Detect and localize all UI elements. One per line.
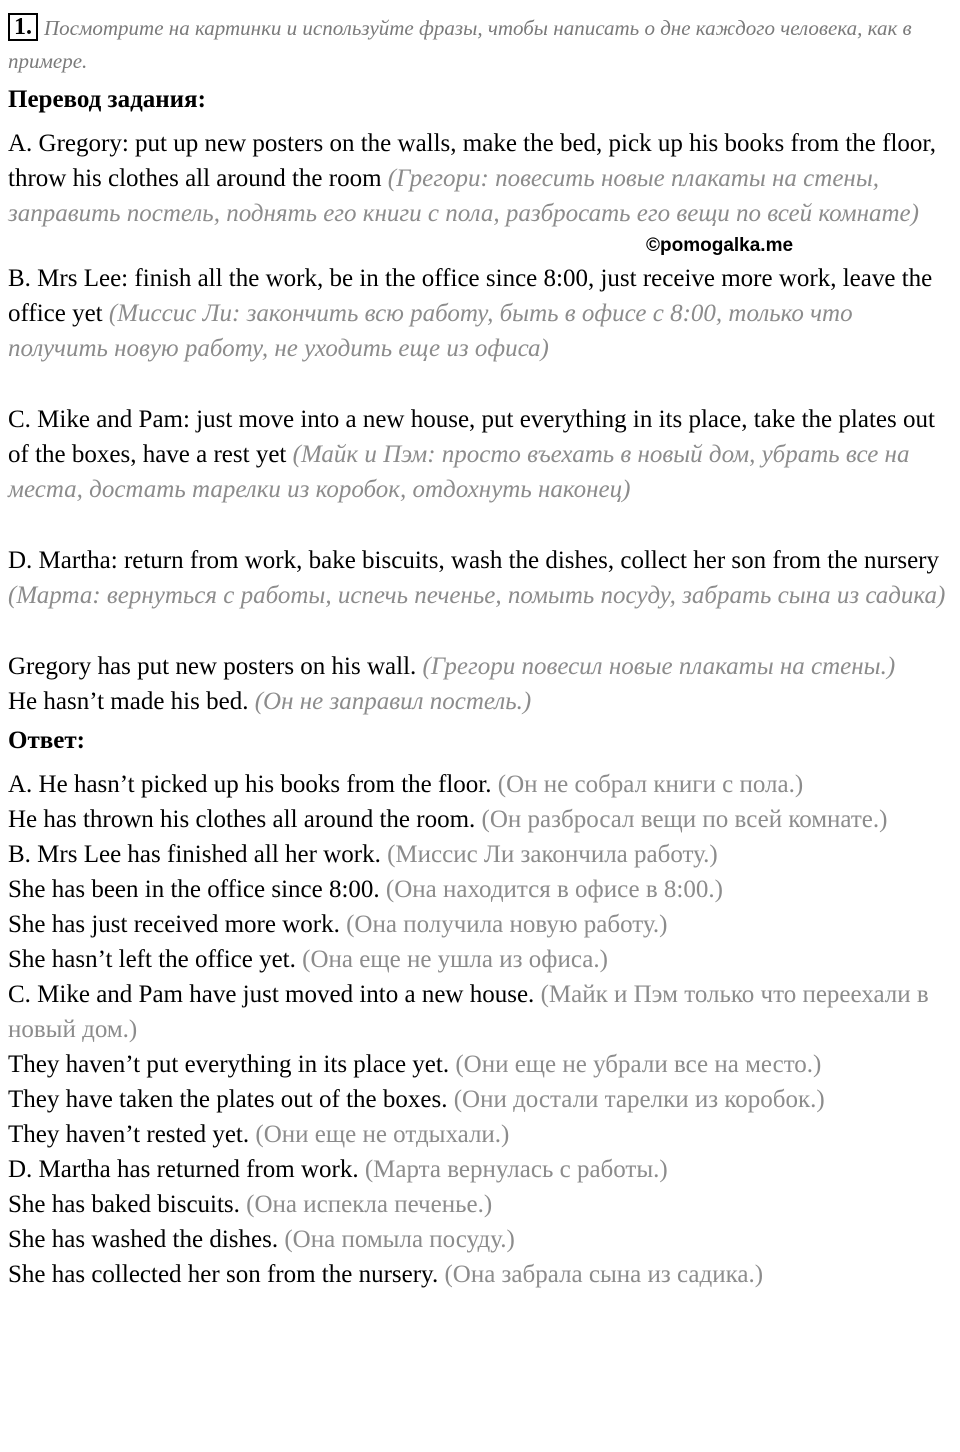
- answer-russian: (Миссис Ли закончила работу.): [387, 841, 718, 868]
- answer-russian: (Она забрала сына из садика.): [444, 1261, 764, 1288]
- answer-russian: (Они еще не отдыхали.): [255, 1121, 510, 1148]
- answer-line: [8, 1187, 952, 1222]
- item-c: [8, 402, 952, 507]
- answer-english: She has washed the dishes.: [8, 1226, 279, 1253]
- answer-russian: (Они еще не убрали все на место.): [455, 1051, 822, 1078]
- answer-english: She has just received more work.: [8, 911, 340, 938]
- answer-list: [8, 767, 952, 1292]
- answer-english: A. He hasn’t picked up his books from the floor.: [8, 771, 492, 798]
- answer-line: [8, 1222, 952, 1257]
- answer-line: [8, 1082, 952, 1117]
- answer-line: [8, 1047, 952, 1082]
- example-1-english: Gregory has put new posters on his wall.: [8, 653, 417, 680]
- answer-russian: (Она помыла посуду.): [284, 1226, 515, 1253]
- answer-english: She has been in the office since 8:00.: [8, 876, 380, 903]
- answer-english: B. Mrs Lee has finished all her work.: [8, 841, 381, 868]
- item-c-english: C. Mike and Pam: just move into a new house, put everything in its place, take the plates out of the boxes, have a rest yet: [8, 406, 935, 468]
- document-page: [8, 12, 952, 1292]
- answer-heading: Ответ:: [8, 727, 85, 754]
- answer-english: They have taken the plates out of the boxes.: [8, 1086, 448, 1113]
- answer-russian: (Он разбросал вещи по всей комнате.): [481, 806, 888, 833]
- answer-russian: (Марта вернулась с работы.): [364, 1156, 668, 1183]
- answer-line: [8, 1152, 952, 1187]
- task-statement: [8, 12, 952, 78]
- item-d-english: D. Martha: return from work, bake biscuits, wash the dishes, collect her son from the nursery: [8, 547, 940, 574]
- item-b-russian: (Миссис Ли: закончить всю работу, быть в офисе с 8:00, только что получить новую работу, не уходить еще из офиса): [8, 300, 853, 362]
- answer-line: [8, 977, 952, 1047]
- watermark: ©pomogalka.me: [646, 235, 794, 256]
- answer-english: D. Martha has returned from work.: [8, 1156, 359, 1183]
- answer-line: [8, 1117, 952, 1152]
- answer-line: [8, 942, 952, 977]
- answer-russian: (Майк и Пэм только что переехали в новый дом.): [8, 981, 929, 1043]
- task-number: 1.: [8, 13, 38, 41]
- item-a-english: A. Gregory: put up new posters on the walls, make the bed, pick up his books from the floor, throw his clothes all around the room: [8, 130, 936, 192]
- answer-russian: (Она получила новую работу.): [346, 911, 668, 938]
- item-a-russian: (Грегори: повесить новые плакаты на стены, заправить постель, поднять его книги с пола, разбросать его вещи по всей комнате): [8, 165, 919, 227]
- item-d: [8, 543, 952, 613]
- item-d-russian: (Марта: вернуться с работы, испечь печенье, помыть посуду, забрать сына из садика): [8, 582, 946, 609]
- example-2-russian: (Он не заправил постель.): [254, 688, 532, 715]
- answer-russian: (Она еще не ушла из офиса.): [302, 946, 608, 973]
- item-b: [8, 261, 952, 366]
- task-text: Посмотрите на картинки и используйте фразы, чтобы написать о дне каждого человека, как в примере.: [8, 16, 912, 73]
- answer-russian: (Она находится в офисе в 8:00.): [385, 876, 723, 903]
- answer-line: [8, 872, 952, 907]
- answer-line: [8, 837, 952, 872]
- answer-russian: (Он не собрал книги с пола.): [497, 771, 804, 798]
- answer-english: C. Mike and Pam have just moved into a new house.: [8, 981, 535, 1008]
- answer-russian: (Они достали тарелки из коробок.): [453, 1086, 825, 1113]
- translation-heading: Перевод задания:: [8, 86, 206, 113]
- example-1-russian: (Грегори повесил новые плакаты на стены.): [422, 653, 896, 680]
- item-a: [8, 126, 952, 231]
- item-c-russian: (Майк и Пэм: просто въехать в новый дом, убрать все на места, достать тарелки из коробок, отдохнуть наконец): [8, 441, 910, 503]
- answer-line: [8, 767, 952, 802]
- answer-english: They haven’t put everything in its place yet.: [8, 1051, 450, 1078]
- answer-english: She hasn’t left the office yet.: [8, 946, 296, 973]
- answer-line: [8, 802, 952, 837]
- example-2-english: He hasn’t made his bed.: [8, 688, 249, 715]
- answer-english: He has thrown his clothes all around the room.: [8, 806, 476, 833]
- item-b-english: B. Mrs Lee: finish all the work, be in the office since 8:00, just receive more work, leave the office yet: [8, 265, 933, 327]
- example-line-1: [8, 649, 952, 684]
- answer-english: She has baked biscuits.: [8, 1191, 240, 1218]
- answer-english: They haven’t rested yet.: [8, 1121, 250, 1148]
- answer-line: [8, 907, 952, 942]
- example-line-2: [8, 684, 952, 719]
- answer-line: [8, 1257, 952, 1292]
- answer-english: She has collected her son from the nursery.: [8, 1261, 439, 1288]
- answer-russian: (Она испекла печенье.): [246, 1191, 493, 1218]
